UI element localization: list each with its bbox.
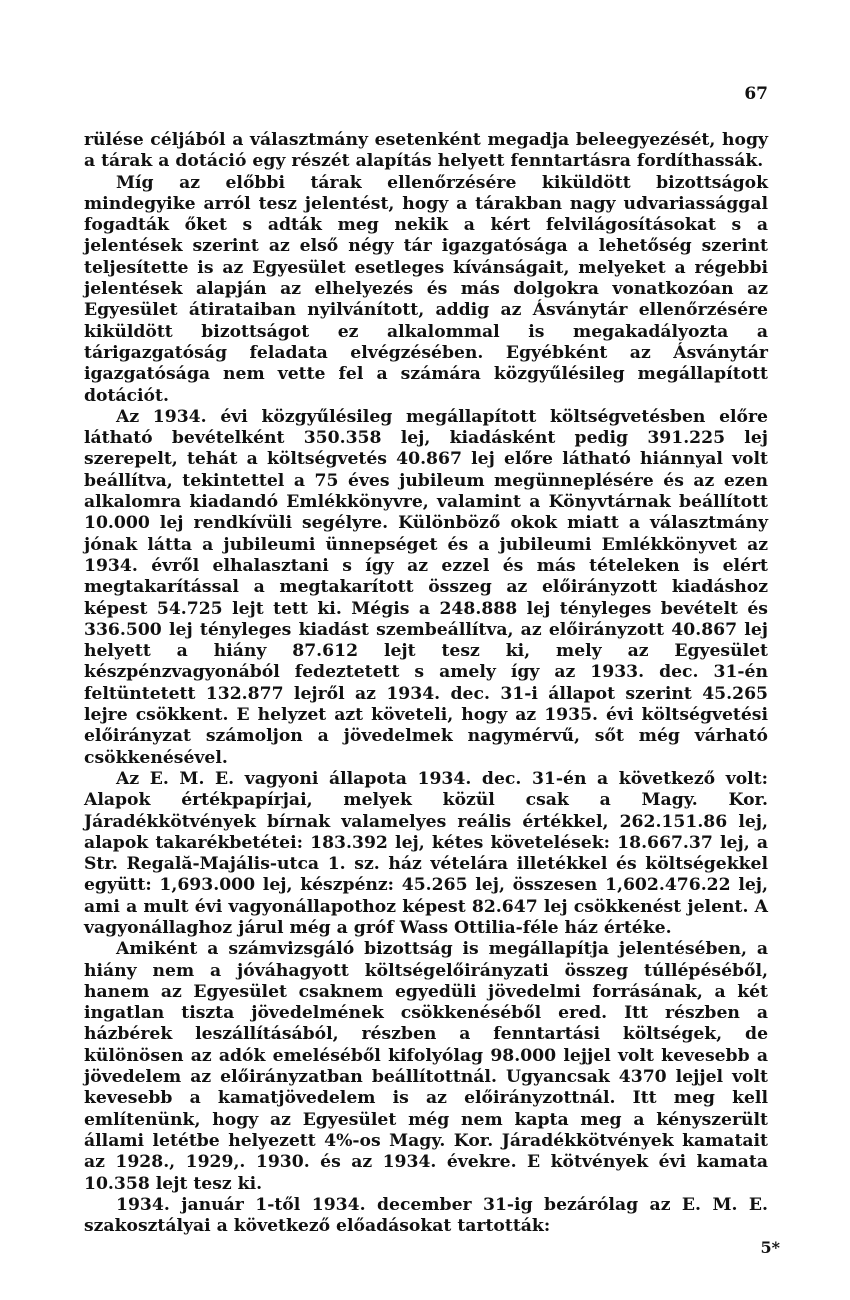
- signature-mark: 5*: [760, 1238, 780, 1257]
- paragraph: 1934. január 1-től 1934. december 31-ig bezárólag az E. M. E. szakosztályai a következő előadásokat tartották:: [84, 1194, 768, 1237]
- paragraph: Amiként a számvizsgáló bizottság is megállapítja jelentésében, a hiány nem a jóváhagyott költségelőirányzati összeg túllépéséből, hanem az Egyesület csaknem egyedüli jövedelmi forrásának, a két ingatlan tiszta jövedelmének csökkenéséből ered. Itt részben a házbérek leszállításából, részben a fenntartási költségek, de különösen az adók emeléséből kifolyólag 98.000 lejjel volt kevesebb a jövedelem az előirányzatban beállítottnál. Ugyancsak 4370 lejjel volt kevesebb a kamatjövedelem is az előirányzottnál. Itt meg kell említenünk, hogy az Egyesület még nem kapta meg a kényszerült állami letétbe helyezett 4%-os Magy. Kor. Járadékkötvények kamatait az 1928., 1929,. 1930. és az 1934. évekre. E kötvények évi kamata 10.358 lejt tesz ki.: [84, 939, 768, 1194]
- paragraph: Míg az előbbi tárak ellenőrzésére kiküldött bizottságok mindegyike arról tesz jelentést, hogy a tárakban nagy udvariassággal fogadták őket s adták meg nekik a kért felvilágosításokat s a jelentések szerint az első négy tár igazgatósága a lehetőség szerint teljesítette is az Egyesület esetleges kívánságait, melyeket a régebbi jelentések alapján az elhelyezés és más dolgokra vonatkozóan az Egyesület átirataiban nyilvánított, addig az Ásványtár ellenőrzésére kiküldött bizottságot ez alkalommal is megakadályozta a tárigazgatóság feladata elvégzésében. Egyébként az Ásványtár igazgatósága nem vette fel a számára közgyűlésileg megállapított dotációt.: [84, 172, 768, 406]
- page-number: 67: [744, 84, 768, 104]
- paragraph: Az 1934. évi közgyűlésileg megállapított költségvetésben előre látható bevételként 350.358 lej, kiadásként pedig 391.225 lej szerepelt, tehát a költségvetés 40.867 lej előre látható hiánnyal volt beállítva, tekintettel a 75 éves jubileum megünneplésére és az ezen alkalomra kiadandó Emlékkönyvre, valamint a Könyvtárnak beállított 10.000 lej rendkívüli segélyre. Különböző okok miatt a választmány jónak látta a jubileumi ünnepséget és a jubileumi Emlékkönyvet az 1934. évről elhalasztani s így az ezzel és más tételeken is elért megtakarítással a megtakarított összeg az előirányzott kiadáshoz képest 54.725 lejt tett ki. Mégis a 248.888 lej tényleges bevételt és 336.500 lej tényleges kiadást szembeállítva, az előirányzott 40.867 lej helyett a hiány 87.612 lejt tesz ki, mely az Egyesület készpénzvagyonából fedeztetett s amely így az 1933. dec. 31-én feltüntetett 132.877 lejről az 1934. dec. 31-i állapot szerint 45.265 lejre csökkent. E helyzet azt követeli, hogy az 1935. évi költségvetési előirányzat számoljon a jövedelmek nagymérvű, sőt még várható csökkenésével.: [84, 406, 768, 768]
- paragraph: rülése céljából a választmány esetenként megadja beleegyezését, hogy a tárak a dotáció egy részét alapítás helyett fenntartásra fordíthassák.: [84, 130, 768, 172]
- body-text: [84, 130, 768, 1237]
- paragraph: Az E. M. E. vagyoni állapota 1934. dec. 31-én a következő volt: Alapok értékpapírjai, melyek közül csak a Magy. Kor. Járadékkötvények bírnak valamelyes reális értékkel, 262.151.86 lej, alapok takarékbetétei: 183.392 lej, kétes követelések: 18.667.37 lej, a Str. Regală-Majális-utca 1. sz. ház vételára illetékkel és költségekkel együtt: 1,693.000 lej, készpénz: 45.265 lej, összesen 1,602.476.22 lej, ami a mult évi vagyonállapothoz képest 82.647 lej csökkenést jelent. A vagyonállaghoz járul még a gróf Wass Ottilia-féle ház értéke.: [84, 768, 768, 938]
